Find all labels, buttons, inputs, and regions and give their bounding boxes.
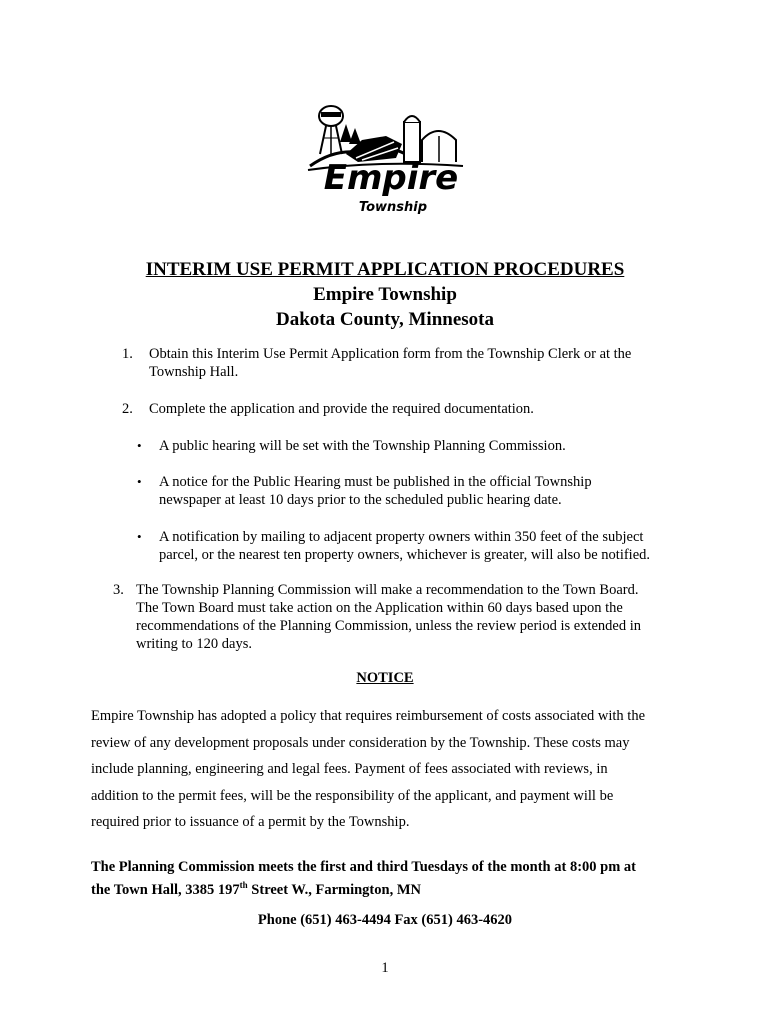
notice-line: include planning, engineering and legal fees. Payment of fees associated with reviews, in	[91, 761, 608, 777]
list-item-bullet-3	[137, 528, 650, 564]
step-text-line: Obtain this Interim Use Permit Application form from the Township Clerk or at the	[149, 346, 632, 362]
logo-subtitle: Township	[358, 200, 428, 215]
bullet-icon: •	[137, 474, 142, 489]
ordinal-suffix: th	[239, 880, 248, 890]
step-text-line: The Town Board must take action on the Application within 60 days based upon the	[136, 600, 623, 616]
bullet-text-line: newspaper at least 10 days prior to the scheduled public hearing date.	[159, 492, 562, 508]
step-number: 2.	[122, 401, 133, 417]
step-text-line: The Township Planning Commission will make a recommendation to the Town Board.	[136, 582, 639, 598]
list-item-step-2	[122, 400, 534, 418]
empire-township-logo	[298, 96, 468, 224]
step-text-line: Complete the application and provide the required documentation.	[149, 401, 534, 417]
step-number: 3.	[113, 582, 124, 598]
step-text-line: recommendations of the Planning Commission, unless the review period is extended in	[136, 618, 641, 634]
list-item-bullet-2	[137, 473, 592, 509]
step-text-line: Township Hall.	[149, 364, 239, 380]
list-item-bullet-1	[137, 437, 566, 455]
township-name: Empire Township	[313, 284, 457, 305]
meeting-address-start: the Town Hall, 3385 197	[91, 881, 240, 898]
meeting-line-2	[91, 876, 636, 899]
list-item-step-1	[122, 345, 631, 381]
notice-line: Empire Township has adopted a policy that requires reimbursement of costs associated with the	[91, 708, 646, 724]
meeting-info	[91, 858, 636, 899]
page-title: INTERIM USE PERMIT APPLICATION PROCEDURES	[145, 259, 625, 280]
notice-paragraph	[91, 703, 691, 836]
bullet-text-line: A notice for the Public Hearing must be published in the official Township	[159, 474, 592, 490]
bullet-icon: •	[137, 529, 142, 544]
list-item-step-3	[113, 581, 641, 653]
meeting-line-1: The Planning Commission meets the first and third Tuesdays of the month at 8:00 pm at	[91, 859, 637, 875]
bullet-icon: •	[137, 438, 142, 453]
meeting-address-end: Street W., Farmington, MN	[247, 881, 421, 898]
county-state: Dakota County, Minnesota	[276, 309, 494, 330]
notice-heading: NOTICE	[356, 670, 414, 686]
notice-line: addition to the permit fees, will be the responsibility of the applicant, and payment will be	[91, 787, 614, 804]
notice-line: review of any development proposals under consideration by the Township. These costs may	[91, 734, 630, 751]
bullet-text-line: A notification by mailing to adjacent property owners within 350 feet of the subject	[159, 529, 644, 545]
page-number: 1	[381, 960, 389, 976]
step-text-line: writing to 120 days.	[136, 636, 252, 652]
step-number: 1.	[122, 346, 133, 362]
notice-line: required prior to issuance of a permit by the Township.	[91, 814, 410, 830]
contact-phone-fax: Phone (651) 463-4494 Fax (651) 463-4620	[257, 912, 513, 928]
logo-wordmark: Empire	[323, 158, 459, 198]
bullet-text-line: parcel, or the nearest ten property owners, whichever is greater, will also be notified.	[159, 547, 651, 563]
bullet-text-line: A public hearing will be set with the Township Planning Commission.	[159, 438, 566, 454]
